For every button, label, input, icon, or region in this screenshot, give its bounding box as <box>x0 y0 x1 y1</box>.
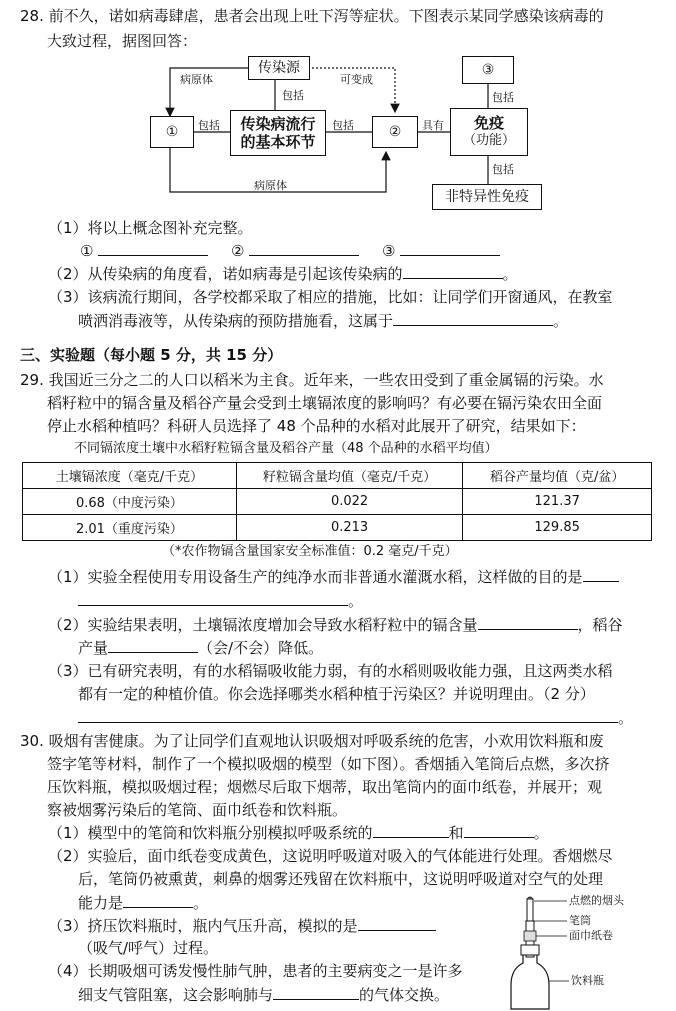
q30-sub3-text: （3）挤压饮料瓶时，瓶内气压升高，模拟的是 <box>48 917 358 935</box>
q28-sub3-line2 <box>78 310 568 331</box>
q29-sub3-line3 <box>78 707 633 728</box>
label-paper-roll: 面巾纸卷 <box>569 929 613 942</box>
label-variable: 可变成 <box>340 73 373 86</box>
label-includes-source: 包括 <box>282 89 304 102</box>
blank-2-label: ② <box>231 242 245 260</box>
q29-stem-line1: 我国近三分之二的人口以稻米为主食。近年来，一些农田受到了重金属镉的污染。水 <box>48 371 604 389</box>
answer-blank-29-1b[interactable] <box>78 590 348 606</box>
label-includes-3: 包括 <box>492 91 514 104</box>
q28-sub2-text: （2）从传染病的角度看，诺如病毒是引起该传染病的 <box>48 265 403 283</box>
q30-sub4-line2 <box>78 984 449 1005</box>
q30-sub4-text: 细支气管阻塞，这会影响肺与 <box>78 986 274 1004</box>
infection-source-box: 传染源 <box>248 56 310 80</box>
q30-sub4-line1: （4）长期吸烟可诱发慢性肺气肿，患者的主要病变之一是许多 <box>48 962 463 980</box>
section-heading: 三、实验题（每小题 5 分，共 15 分） <box>20 346 283 364</box>
q28-sub2 <box>48 263 518 284</box>
q30-line1 <box>20 731 604 751</box>
q30-sub1-text: （1）模型中的笔筒和饮料瓶分别模拟呼吸系统的 <box>48 824 373 842</box>
q29-line1 <box>20 370 604 390</box>
q29-sub2-text2-tail: （会/不会）降低。 <box>198 639 324 657</box>
table-cell: 0.213 <box>236 515 462 541</box>
answer-blank-30-3[interactable] <box>358 915 436 931</box>
immunity-box <box>450 108 528 156</box>
q29-sub2-line1 <box>48 614 623 635</box>
label-has: 具有 <box>422 119 444 132</box>
blank-2-box: ② <box>372 116 418 148</box>
label-lit-cigarette: 点燃的烟头 <box>569 894 624 907</box>
table-footnote: （*农作物镉含量国家安全标准值：0.2 毫克/千克） <box>162 544 458 559</box>
q28-sub3-line1: （3）该病流行期间，各学校都采取了相应的措施，比如：让同学们开窗通风，在教室 <box>48 288 613 306</box>
table-row <box>23 515 652 541</box>
answer-blank-30-4[interactable] <box>273 984 359 1000</box>
q28-sub1: （1）将以上概念图补充完整。 <box>48 219 253 237</box>
blank-3-label: ③ <box>382 242 396 260</box>
answer-blank-sub2[interactable] <box>403 263 503 279</box>
q30-sub2-line2: 后，笔筒仍被熏黄，刺鼻的烟雾还残留在饮料瓶中，这说明呼吸道对空气的处理 <box>78 870 604 888</box>
label-pathogen-top: 病原体 <box>180 73 213 86</box>
q30-sub3-line1 <box>48 915 436 936</box>
answer-blank-1[interactable] <box>98 240 208 256</box>
epidemic-links-box <box>230 110 326 156</box>
q30-sub2-end: 。 <box>193 894 209 912</box>
answer-blank-30-2[interactable] <box>123 892 193 908</box>
q29-sub3-end: 。 <box>618 709 634 727</box>
label-includes-2: 包括 <box>332 119 354 132</box>
q30-stem-line4: 察被烟雾污染后的笔筒、面巾纸卷和饮料瓶。 <box>47 801 348 819</box>
q30-number: 30. <box>20 732 44 750</box>
q28-sub2-end: 。 <box>502 265 518 283</box>
answer-blank-30-1a[interactable] <box>373 822 449 838</box>
label-includes-4: 包括 <box>492 163 514 176</box>
q29-stem-line3: 停止水稻种植吗？科研人员选择了 48 个品种的水稻对此展开了研究，结果如下： <box>47 417 586 435</box>
q30-sub2-line3 <box>78 892 208 913</box>
label-bottle: 饮料瓶 <box>571 974 604 987</box>
q29-sub2-line2 <box>78 637 323 658</box>
table-cell: 0.022 <box>236 489 462 515</box>
nonspecific-immunity-box: 非特异性免疫 <box>432 184 542 210</box>
table-header-cell: 籽粒镉含量均值（毫克/千克） <box>236 463 462 489</box>
table-header-cell: 稻谷产量均值（克/盆） <box>463 463 652 489</box>
answer-blank-3[interactable] <box>400 240 500 256</box>
q29-sub2-text1: （2）实验结果表明，土壤镉浓度增加会导致水稻籽粒中的镉含量 <box>48 616 478 634</box>
q28-sub3-end: 。 <box>553 312 569 330</box>
q30-sub1-end: 。 <box>533 824 549 842</box>
immunity-title: 免疫 <box>473 114 504 132</box>
q29-sub2-text1-tail: ，稻谷 <box>577 616 623 634</box>
answer-blank-2[interactable] <box>249 240 359 256</box>
table-caption: 不同镉浓度土壤中水稻籽粒镉含量及稻谷产量（48 个品种的水稻平均值） <box>74 441 498 456</box>
q29-sub2-text2-head: 产量 <box>78 639 109 657</box>
answer-blank-29-2a[interactable] <box>478 614 578 630</box>
q29-sub3-line2: 都有一定的种植价值。你会选择哪类水稻种植于污染区？并说明理由。（2 分） <box>78 685 595 703</box>
q29-sub3-line1: （3）已有研究表明，有的水稻镉吸收能力弱，有的水稻则吸收能力强，且这两类水稻 <box>48 662 613 680</box>
q30-stem-line3: 压饮料瓶，模拟吸烟过程；烟燃尽后取下烟蒂，取出笔筒内的面巾纸卷，并展开；观 <box>47 778 603 796</box>
table-cell: 0.68（中度污染） <box>23 489 237 515</box>
q29-sub1-text: （1）实验全程使用专用设备生产的纯净水而非普通水灌溉水稻，这样做的目的是 <box>48 568 583 586</box>
epidemic-links-text: 传染病流行 的基本环节 <box>240 115 316 151</box>
q29-sub1-line2 <box>78 590 363 611</box>
blank-1-label: ① <box>80 242 94 260</box>
q28-stem-line2: 大致过程，据图回答： <box>47 32 198 50</box>
q28-sub1-blanks <box>80 240 500 261</box>
table-cell: 2.01（重度污染） <box>23 515 237 541</box>
table-header-row <box>23 463 652 489</box>
label-includes-1: 包括 <box>198 119 220 132</box>
table-row <box>23 489 652 515</box>
label-pen-tube: 笔筒 <box>569 914 591 927</box>
q30-sub4-tail: 的气体交换。 <box>359 986 450 1004</box>
answer-blank-29-3[interactable] <box>78 707 618 723</box>
blank-3-box: ③ <box>462 56 514 84</box>
q28-stem-line1: 前不久，诺如病毒肆虐，患者会出现上吐下泻等症状。下图表示某同学感染该病毒的 <box>48 7 604 25</box>
q30-sub3-line2: （吸气/呼气）过程。 <box>78 939 219 957</box>
table-header-cell: 土壤镉浓度（毫克/千克） <box>23 463 237 489</box>
q30-sub1-and: 和 <box>448 824 464 842</box>
data-table <box>22 462 652 541</box>
q29-sub1-line1 <box>48 566 619 587</box>
q30-sub2-line1: （2）实验后，面巾纸卷变成黄色，这说明呼吸道对吸入的气体能进行处理。香烟燃尽 <box>48 847 613 865</box>
answer-blank-29-1a[interactable] <box>583 566 619 582</box>
q30-stem-line2: 签字笔等材料，制作了一个模拟吸烟的模型（如下图）。香烟插入笔筒后点燃，多次挤 <box>47 755 610 773</box>
q30-sub1 <box>48 822 549 843</box>
concept-map <box>150 52 550 214</box>
immunity-function: （功能） <box>462 133 515 148</box>
table-cell: 129.85 <box>463 515 652 541</box>
q28-number: 28. <box>20 7 44 25</box>
table-cell: 121.37 <box>463 489 652 515</box>
q29-sub1-end: 。 <box>348 592 364 610</box>
answer-blank-30-1b[interactable] <box>464 822 534 838</box>
blank-1-box: ① <box>150 116 194 148</box>
bottle-drawing <box>505 895 655 1011</box>
q29-stem-line2: 稻籽粒中的镉含量及稻谷产量会受到土壤镉浓度的影响吗？有必要在镉污染农田全面 <box>47 394 603 412</box>
q30-sub2-text3: 能力是 <box>78 894 124 912</box>
answer-blank-sub3[interactable] <box>393 310 553 326</box>
answer-blank-29-2b[interactable] <box>108 637 198 653</box>
label-pathogen-bottom: 病原体 <box>254 179 287 192</box>
q28-line1 <box>20 6 604 26</box>
q28-sub3-text: 喷洒消毒液等，从传染病的预防措施看，这属于 <box>78 312 394 330</box>
q30-stem-line1: 吸烟有害健康。为了让同学们直观地认识吸烟对呼吸系统的危害，小欢用饮料瓶和废 <box>48 732 604 750</box>
q29-number: 29. <box>20 371 44 389</box>
smoking-model-illustration <box>505 895 655 1011</box>
